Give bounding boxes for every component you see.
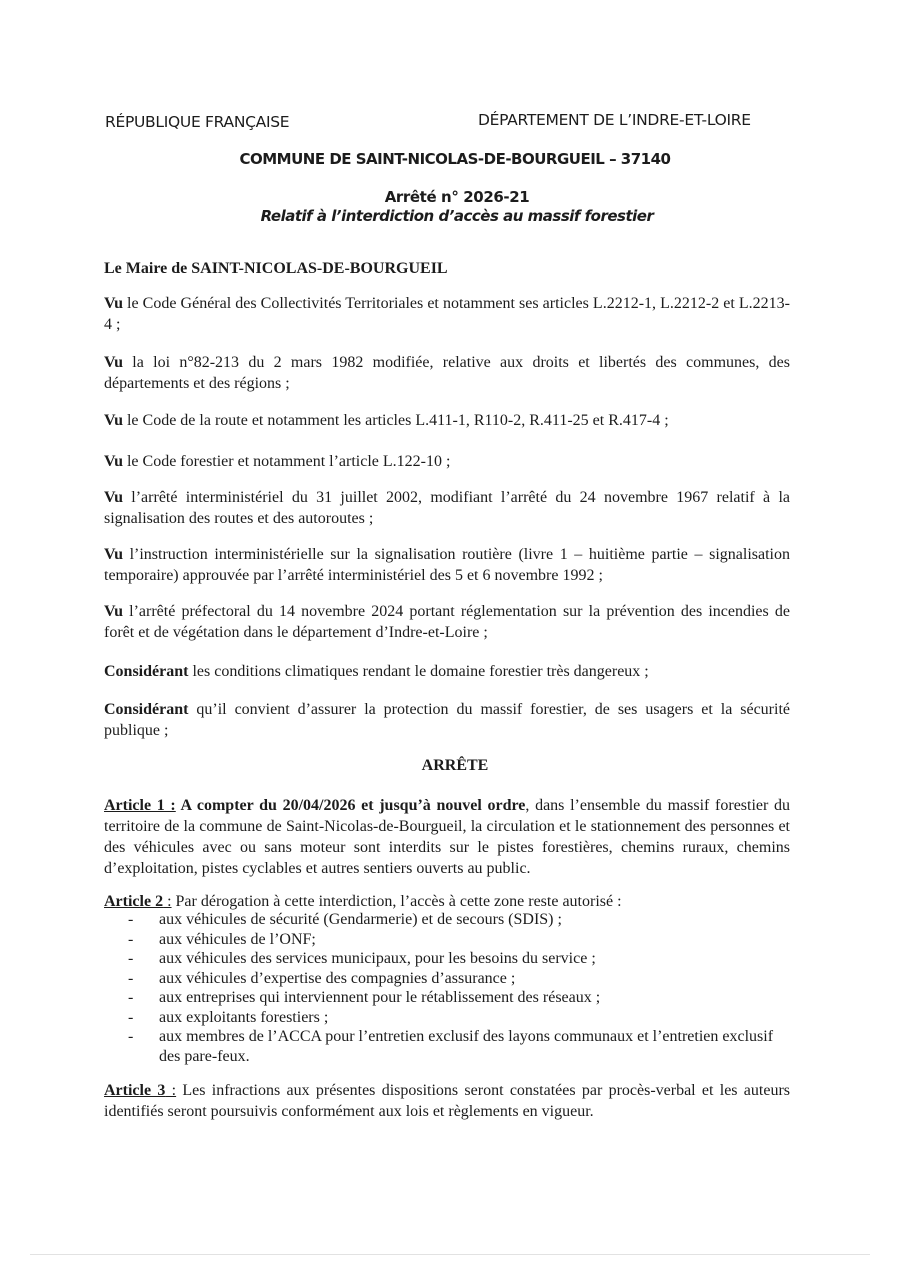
article-1: Article 1 : A compter du 20/04/2026 et jusqu’à nouvel ordre, dans l’ensemble du massif forestier du territoire de la commune de Saint-Nicolas-de-Bourgueil, la circulation et le stationnement des personnes et des véhicules avec ou sans moteur sont interdits sur le pistes forestières, chemins ruraux, chemins d’exploitation, pistes cyclables et autres sentiers ouverts au public.	[104, 797, 791, 877]
maire-heading: Le Maire de SAINT-NICOLAS-DE-BOURGUEIL	[104, 260, 448, 277]
considerant-paragraph: Considérant qu’il convient d’assurer la protection du massif forestier, de ses usagers et la sécurité publique ;	[104, 701, 790, 739]
vu-paragraph: Vu l’instruction interministérielle sur la signalisation routière (livre 1 – huitième partie – signalisation temporaire) approuvée par l’arrêté interministériel des 5 et 6 novembre 1992 ;	[104, 546, 790, 584]
article-3: Article 3 : Les infractions aux présentes dispositions seront constatées par procès-verbal et les auteurs identifiés seront poursuivis conformément aux lois et règlements en vigueur.	[104, 1082, 791, 1120]
arrete-subject: Relatif à l’interdiction d’accès au massif forestier	[260, 207, 654, 225]
header-republique: RÉPUBLIQUE FRANÇAISE	[105, 113, 290, 131]
article-2-label: Article 2	[104, 893, 164, 910]
header-commune: COMMUNE DE SAINT-NICOLAS-DE-BOURGUEIL – 37140	[239, 150, 671, 168]
list-item: - aux membres de l’ACCA pour l’entretien exclusif des layons communaux et l’entretien exclusif des pare-feux.	[128, 1027, 792, 1066]
article-2: Article 2 : Par dérogation à cette interdiction, l’accès à cette zone reste autorisé :	[104, 893, 622, 910]
vu-paragraph: Vu l’arrêté préfectoral du 14 novembre 2024 portant réglementation sur la prévention des incendies de forêt et de végétation dans le département d’Indre-et-Loire ;	[104, 603, 790, 641]
arrete-heading: ARRÊTE	[421, 757, 489, 774]
vu-paragraph: Vu le Code de la route et notamment les articles L.411-1, R110-2, R.411-25 et R.417-4 ;	[104, 412, 669, 429]
article-3-label: Article 3	[104, 1082, 166, 1099]
derogation-list	[128, 910, 792, 1066]
considerant-paragraph: Considérant les conditions climatiques rendant le domaine forestier très dangereux ;	[104, 663, 649, 680]
list-item: - aux véhicules de sécurité (Gendarmerie) et de secours (SDIS) ;	[128, 910, 792, 930]
header-departement: DÉPARTEMENT DE L’INDRE-ET-LOIRE	[478, 111, 751, 129]
vu-paragraph: Vu la loi n°82-213 du 2 mars 1982 modifiée, relative aux droits et libertés des communes, des départements et des régions ;	[104, 354, 790, 392]
scan-edge-line	[30, 1254, 870, 1255]
list-item: - aux véhicules d’expertise des compagnies d’assurance ;	[128, 969, 792, 989]
vu-paragraph: Vu l’arrêté interministériel du 31 juillet 2002, modifiant l’arrêté du 24 novembre 1967 relatif à la signalisation des routes et des autoroutes ;	[104, 489, 790, 527]
list-item: - aux véhicules de l’ONF;	[128, 930, 792, 950]
list-item: - aux exploitants forestiers ;	[128, 1008, 792, 1028]
vu-paragraph: Vu le Code forestier et notamment l’article L.122-10 ;	[104, 453, 451, 470]
list-item: - aux véhicules des services municipaux, pour les besoins du service ;	[128, 949, 792, 969]
vu-paragraph: Vu le Code Général des Collectivités Territoriales et notamment ses articles L.2212-1, L.2212-2 et L.2213-4 ;	[104, 295, 790, 333]
list-item: - aux entreprises qui interviennent pour le rétablissement des réseaux ;	[128, 988, 792, 1008]
arrete-number: Arrêté n° 2026-21	[384, 188, 530, 206]
article-1-label: Article 1 :	[104, 797, 176, 814]
